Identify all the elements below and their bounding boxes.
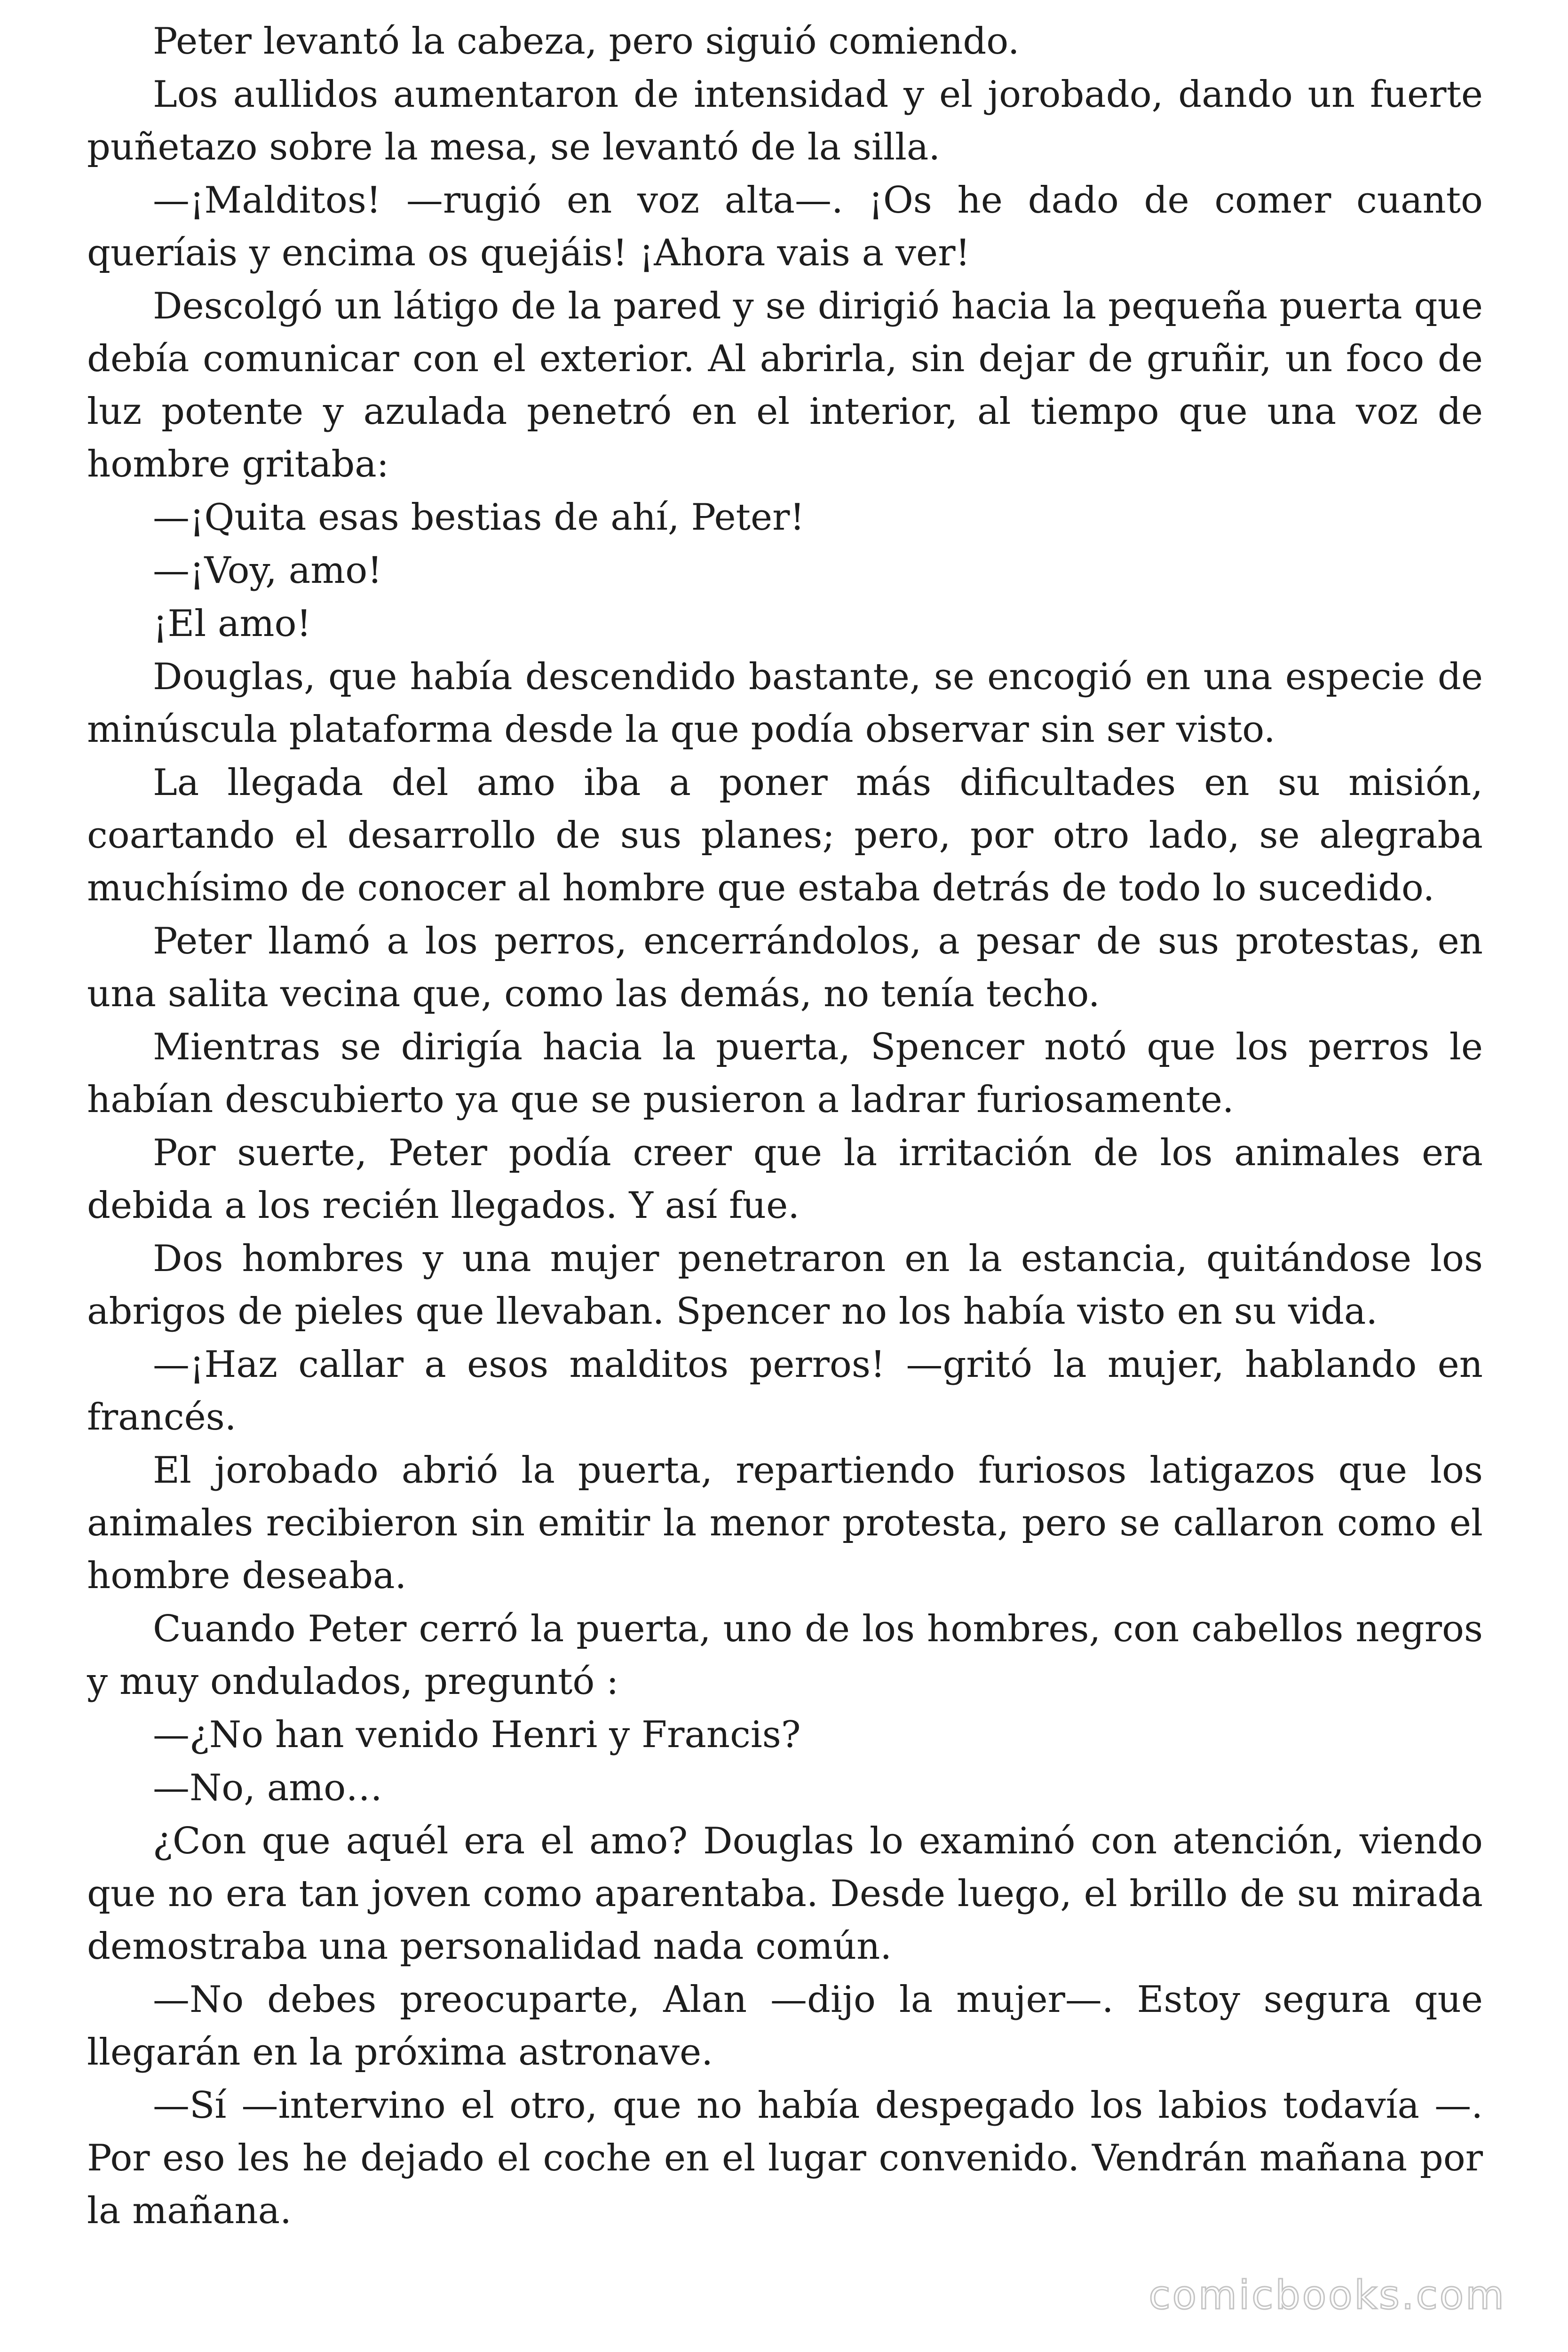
paragraph: Dos hombres y una mujer penetraron en la estancia, quitándose los abrigos de pieles que llevaban. Spencer no los había visto en su vida. — [87, 1238, 1483, 1333]
paragraph: ¡El amo! — [153, 603, 311, 645]
paragraph: —¡Voy, amo! — [153, 549, 382, 592]
book-page — [87, 0, 1483, 2352]
body-text — [87, 15, 1483, 2238]
paragraph: Los aullidos aumentaron de intensidad y el jorobado, dando un fuerte puñetazo sobre la mesa, se levantó de la silla. — [87, 73, 1483, 168]
paragraph: —¿No han venido Henri y Francis? — [153, 1714, 801, 1756]
paragraph: —¡Quita esas bestias de ahí, Peter! — [153, 496, 805, 539]
paragraph: —No debes preocuparte, Alan —dijo la mujer—. Estoy segura que llegarán en la próxima astronave. — [87, 1979, 1483, 2074]
paragraph: Douglas, que había descendido bastante, se encogió en una especie de minúscula plataforma desde la que podía observar sin ser visto. — [87, 656, 1483, 751]
watermark: comicbooks.com — [1148, 2272, 1506, 2318]
paragraph: Descolgó un látigo de la pared y se dirigió hacia la pequeña puerta que debía comunicar con el exterior. Al abrirla, sin dejar de gruñir, un foco de luz potente y azulada penetró en el interior, al tiempo que una voz de hombre gritaba: — [87, 285, 1483, 485]
paragraph: —Sí —intervino el otro, que no había despegado los labios todavía —. Por eso les he dejado el coche en el lugar convenido. Vendrán mañana por la mañana. — [87, 2084, 1483, 2232]
paragraph: Cuando Peter cerró la puerta, uno de los hombres, con cabellos negros y muy ondulados, preguntó : — [87, 1608, 1483, 1703]
paragraph: El jorobado abrió la puerta, repartiendo furiosos latigazos que los animales recibieron sin emitir la menor protesta, pero se callaron como el hombre deseaba. — [87, 1449, 1483, 1597]
paragraph: —No, amo… — [153, 1767, 383, 1809]
paragraph: Peter llamó a los perros, encerrándolos, a pesar de sus protestas, en una salita vecina que, como las demás, no tenía techo. — [87, 920, 1483, 1015]
paragraph: Mientras se dirigía hacia la puerta, Spencer notó que los perros le habían descubierto ya que se pusieron a ladrar furiosamente. — [87, 1026, 1483, 1121]
paragraph: La llegada del amo iba a poner más dificultades en su misión, coartando el desarrollo de sus planes; pero, por otro lado, se alegraba muchísimo de conocer al hombre que estaba detrás de todo lo sucedido. — [87, 762, 1483, 909]
paragraph: ¿Con que aquél era el amo? Douglas lo examinó con atención, viendo que no era tan joven como aparentaba. Desde luego, el brillo de su mirada demostraba una personalidad nada común. — [87, 1820, 1483, 1968]
paragraph: Peter levantó la cabeza, pero siguió comiendo. — [153, 20, 1020, 63]
paragraph: —¡Haz callar a esos malditos perros! —gritó la mujer, hablando en francés. — [87, 1343, 1483, 1438]
paragraph: Por suerte, Peter podía creer que la irritación de los animales era debida a los recién llegados. Y así fue. — [87, 1132, 1483, 1227]
paragraph: —¡Malditos! —rugió en voz alta—. ¡Os he dado de comer cuanto queríais y encima os quejáis! ¡Ahora vais a ver! — [87, 179, 1483, 274]
